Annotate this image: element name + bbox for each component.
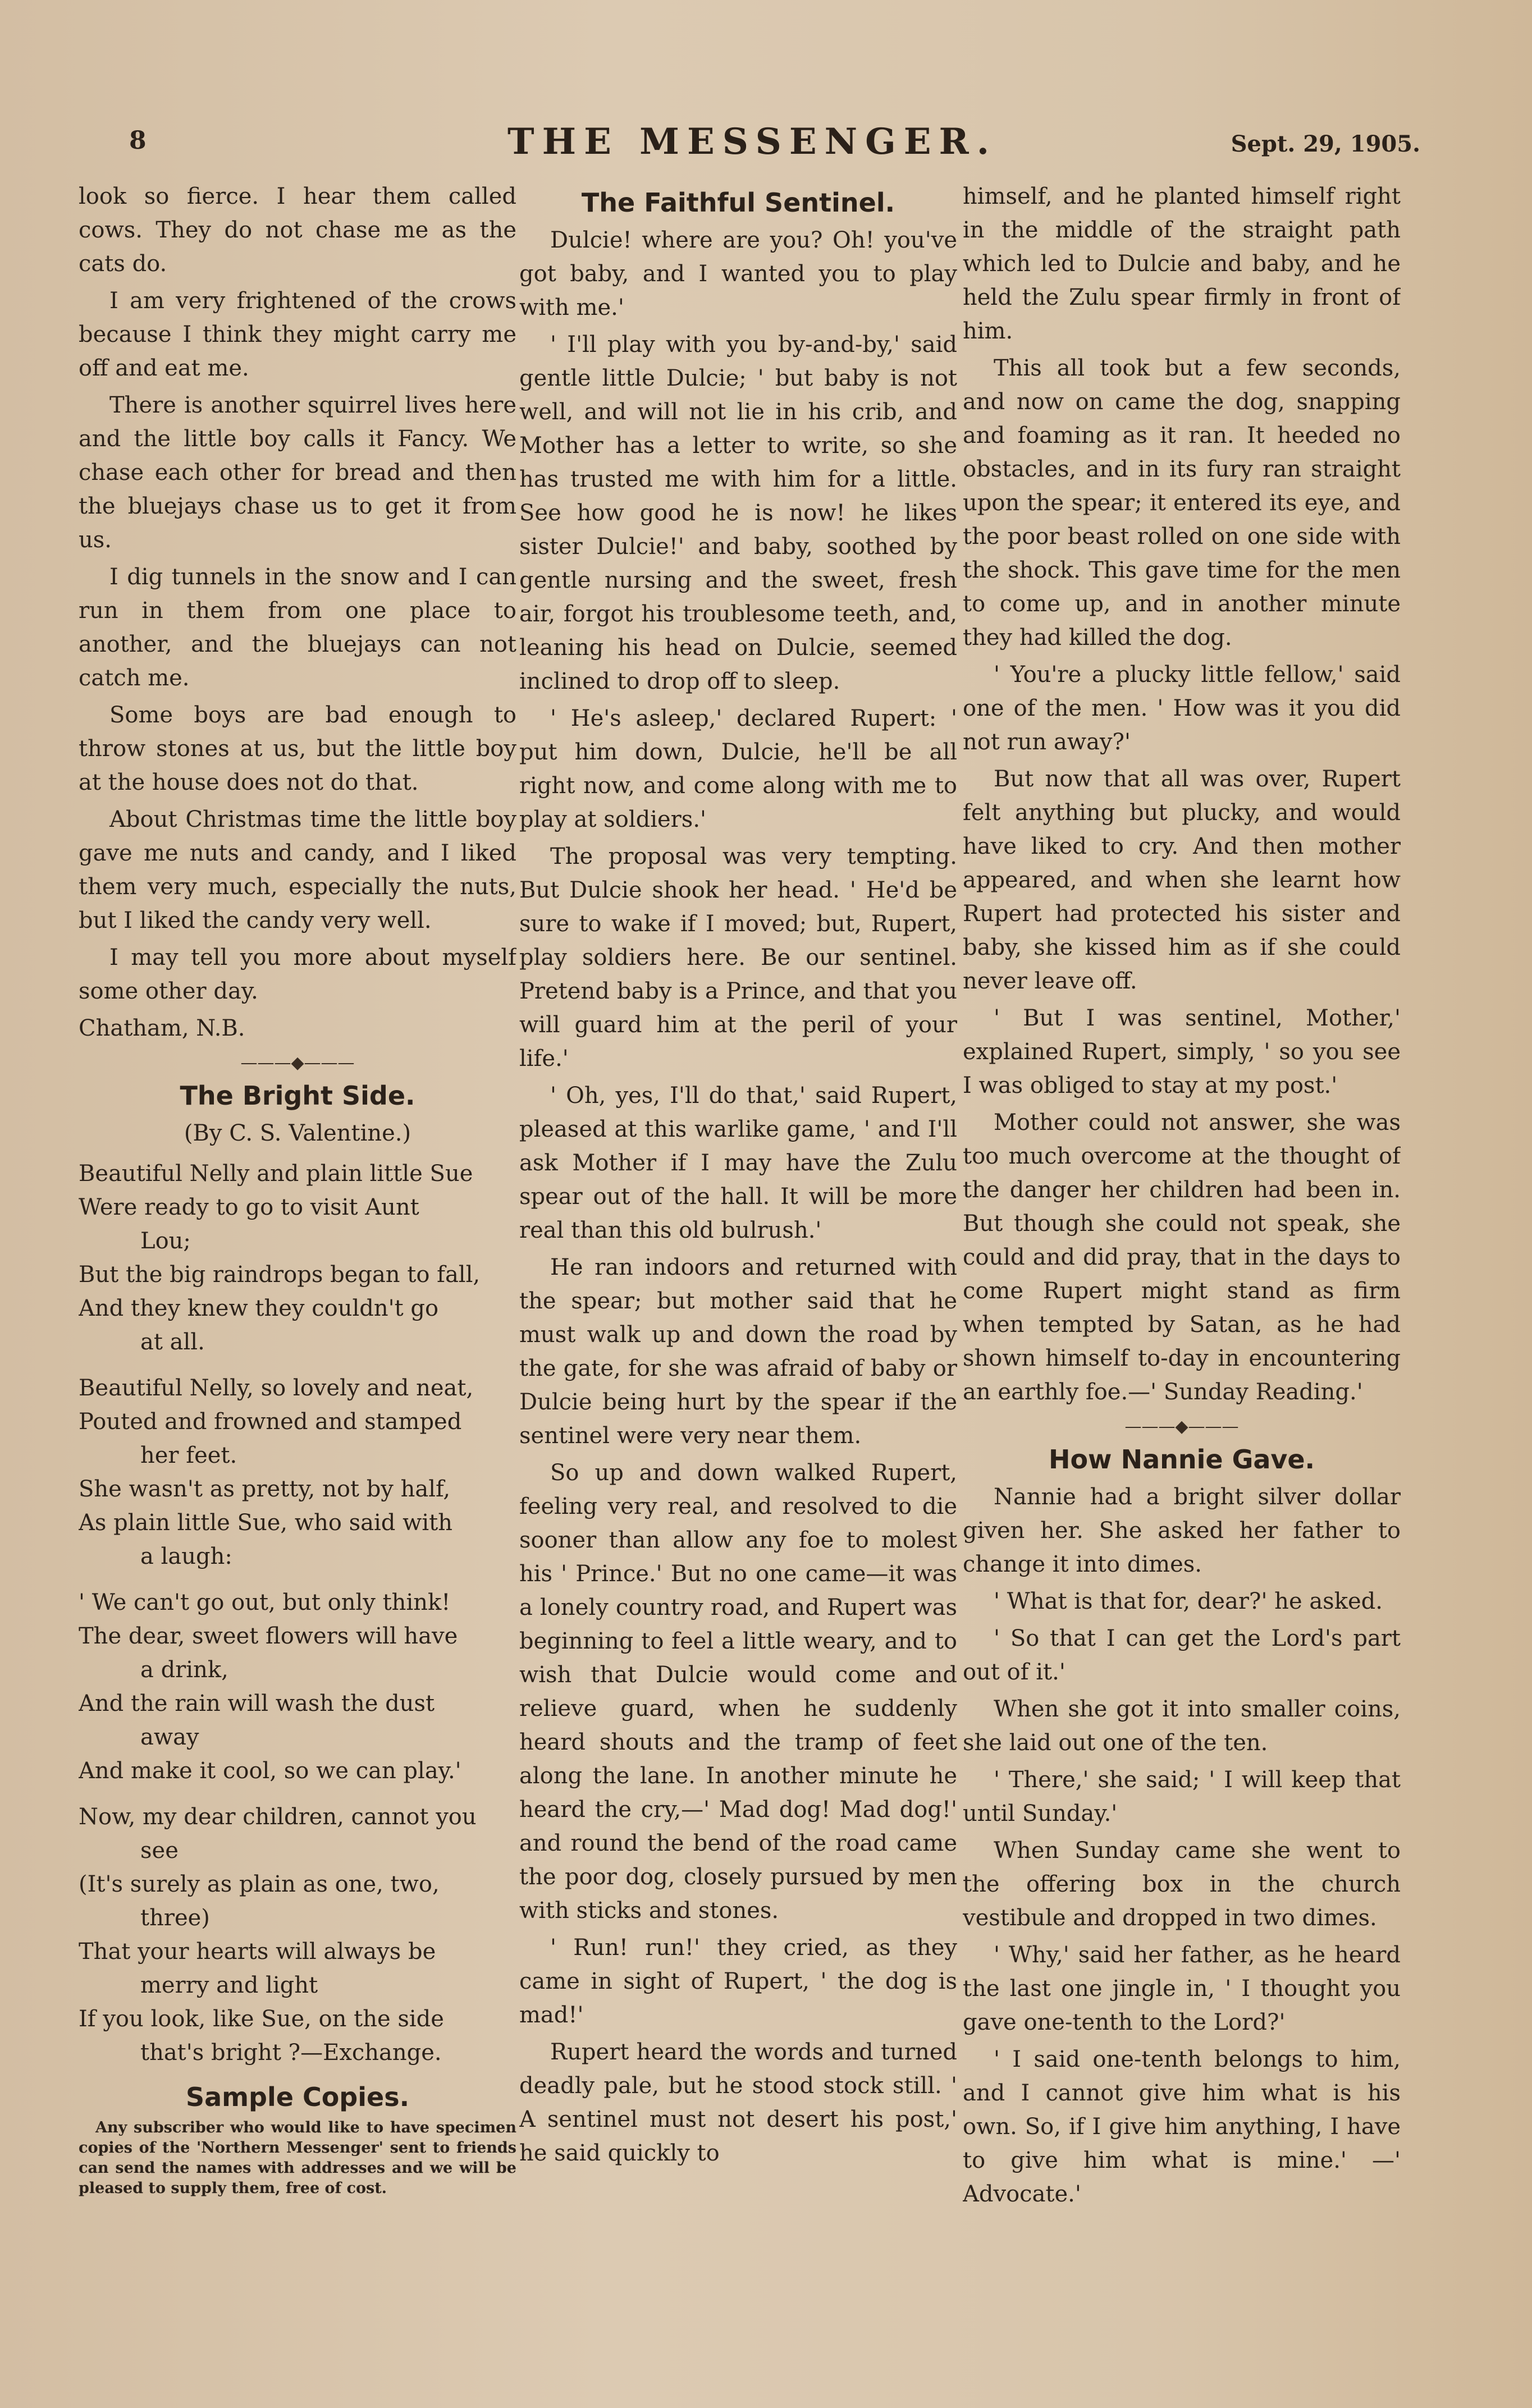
poem-line: a laugh: bbox=[140, 1544, 232, 1569]
page-number: 8 bbox=[129, 126, 147, 155]
paragraph: I may tell you more about myself some other day. bbox=[79, 945, 516, 1004]
poem-line: As plain little Sue, who said with bbox=[79, 1510, 452, 1536]
poem-line: away bbox=[140, 1724, 199, 1750]
paragraph: himself, and he planted himself right in the middle of the straight path which led to Dulcie and baby, and he held the Zulu spear firmly in front of him. bbox=[963, 184, 1401, 344]
poem-line: that's bright ?—Exchange. bbox=[140, 2040, 442, 2066]
paragraph: Mother could not answer, she was too much overcome at the thought of the danger her children had been in. But though she could not speak, she could and did pray, that in the days to come Rupert might stand as firm when tempted by Satan, as he had shown himself to-day in encountering an earthly foe.—' Sunday Reading.' bbox=[963, 1110, 1401, 1405]
poem-line: Pouted and frowned and stamped bbox=[79, 1409, 462, 1435]
notice-text: Any subscriber who would like to have specimen copies of the 'Northern Messenger' sent to friends can send the names with addresses and we will be pleased to supply them, free of cost. bbox=[79, 2119, 516, 2197]
poem-line: Now, my dear children, cannot you bbox=[79, 1804, 477, 1830]
poem-line: That your hearts will always be bbox=[79, 1939, 436, 1965]
paragraph: The proposal was very tempting. But Dulcie shook her head. ' He'd be sure to wake if I moved; but, Rupert, play soldiers here. Be our sentinel. Pretend baby is a Prince, and that you will guard him at the peril of your life.' bbox=[519, 844, 957, 1072]
paragraph: Nannie had a bright silver dollar given her. She asked her father to change it into dimes. bbox=[963, 1484, 1401, 1577]
paragraph: I am very frightened of the crows because I think they might carry me off and eat me. bbox=[79, 288, 516, 381]
column-2 bbox=[519, 180, 957, 2290]
article-title: The Bright Side. bbox=[180, 1081, 415, 1111]
column-1 bbox=[79, 180, 516, 2290]
paragraph: Some boys are bad enough to throw stones at us, but the little boy at the house does not do that. bbox=[79, 702, 516, 795]
poem-line: merry and light bbox=[140, 1972, 318, 1998]
poem-line: ' We can't go out, but only think! bbox=[79, 1590, 451, 1615]
paragraph: About Christmas time the little boy gave me nuts and candy, and I liked them very much, especially the nuts, but I liked the candy very well. bbox=[79, 807, 516, 933]
paragraph: ' You're a plucky little fellow,' said one of the men. ' How was it you did not run away?' bbox=[963, 662, 1401, 755]
poem-line: The dear, sweet flowers will have bbox=[79, 1623, 458, 1649]
signature-place: Chatham, N.B. bbox=[79, 1015, 245, 1041]
paragraph: ' I said one-tenth belongs to him, and I cannot give him what is his own. So, if I give him anything, I have to give him what is mine.' —' Advocate.' bbox=[963, 2047, 1401, 2207]
poem-line: Were ready to go to visit Aunt bbox=[79, 1194, 419, 1220]
column-3 bbox=[963, 180, 1401, 2290]
poem-line: her feet. bbox=[140, 1443, 237, 1468]
paragraph: I dig tunnels in the snow and I can run in them from one place to another, and the bluejays can not catch me. bbox=[79, 564, 516, 691]
poem-line: (It's surely as plain as one, two, bbox=[79, 1871, 440, 1897]
poem-line: see bbox=[140, 1838, 179, 1864]
section-divider: ———◆——— bbox=[240, 1053, 355, 1073]
poem-stanza bbox=[79, 1157, 516, 1359]
poem-line: Beautiful Nelly and plain little Sue bbox=[79, 1161, 473, 1187]
poem-line: She wasn't as pretty, not by half, bbox=[79, 1476, 451, 1502]
article-title: How Nannie Gave. bbox=[1048, 1444, 1315, 1475]
paragraph: Dulcie! where are you? Oh! you've got baby, and I wanted you to play with me.' bbox=[519, 227, 957, 321]
section-divider: ———◆——— bbox=[1124, 1417, 1239, 1436]
paragraph: ' Why,' said her father, as he heard the last one jingle in, ' I thought you gave one-tenth to the Lord?' bbox=[963, 1942, 1401, 2035]
paragraph: So up and down walked Rupert, feeling very real, and resolved to die sooner than allow any foe to molest his ' Prince.' But no one came—it was a lonely country road, and Rupert was beginning to feel a little weary, and to wish that Dulcie would come and relieve guard, when he suddenly heard shouts and the tramp of feet along the lane. In another minute he heard the cry,—' Mad dog! Mad dog!' and round the bend of the road came the poor dog, closely pursued by men with sticks and stones. bbox=[519, 1460, 957, 1924]
paragraph: ' There,' she said; ' I will keep that until Sunday.' bbox=[963, 1767, 1401, 1826]
poem bbox=[79, 1157, 516, 2070]
article-byline: (By C. S. Valentine.) bbox=[184, 1120, 411, 1146]
poem-line: three) bbox=[140, 1905, 210, 1931]
poem-line: And the rain will wash the dust bbox=[79, 1691, 435, 1716]
poem-stanza bbox=[79, 1800, 516, 2070]
poem-line: a drink, bbox=[140, 1657, 228, 1683]
notice-title: Sample Copies. bbox=[185, 2082, 410, 2112]
page-header bbox=[84, 115, 1420, 177]
poem-stanza bbox=[79, 1371, 516, 1573]
paragraph: ' What is that for, dear?' he asked. bbox=[994, 1588, 1383, 1614]
poem-line: But the big raindrops began to fall, bbox=[79, 1262, 481, 1288]
paragraph: ' Oh, yes, I'll do that,' said Rupert, pleased at this warlike game, ' and I'll ask Mother if I may have the Zulu spear out of the hall. It will be more real than this old bulrush.' bbox=[519, 1083, 957, 1243]
paragraph: ' Run! run!' they cried, as they came in sight of Rupert, ' the dog is mad!' bbox=[519, 1935, 957, 2028]
paragraph: He ran indoors and returned with the spear; but mother said that he must walk up and down the road by the gate, for she was afraid of baby or Dulcie being hurt by the spear if the sentinel were very near them. bbox=[519, 1255, 957, 1449]
issue-date: Sept. 29, 1905. bbox=[1231, 131, 1420, 157]
paragraph: ' He's asleep,' declared Rupert: ' put him down, Dulcie, he'll be all right now, and come along with me to play at soldiers.' bbox=[519, 706, 957, 832]
paragraph: There is another squirrel lives here and the little boy calls it Fancy. We chase each other for bread and then the bluejays chase us to get it from us. bbox=[79, 392, 516, 553]
paragraph: ' I'll play with you by-and-by,' said gentle little Dulcie; ' but baby is not well, and will not lie in his crib, and Mother has a letter to write, so she has trusted me with him for a little. See how good he is now! he likes sister Dulcie!' and baby, soothed by gentle nursing and the sweet, fresh air, forgot his troublesome teeth, and, leaning his head on Dulcie, seemed inclined to drop off to sleep. bbox=[519, 332, 957, 694]
paragraph: This all took but a few seconds, and now on came the dog, snapping and foaming as it ran. It heeded no obstacles, and in its fury ran straight upon the spear; it entered its eye, and the poor beast rolled on one side with the shock. This gave time for the men to come up, and in another minute they had killed the dog. bbox=[963, 355, 1401, 651]
poem-line: And make it cool, so we can play.' bbox=[79, 1758, 461, 1784]
paragraph: ' So that I can get the Lord's part out of it.' bbox=[963, 1626, 1401, 1685]
paragraph: ' But I was sentinel, Mother,' explained Rupert, simply, ' so you see I was obliged to stay at my post.' bbox=[963, 1005, 1401, 1098]
paragraph: When she got it into smaller coins, she laid out one of the ten. bbox=[963, 1696, 1401, 1756]
masthead-title: THE MESSENGER. bbox=[507, 121, 997, 163]
poem-line: Lou; bbox=[140, 1228, 191, 1254]
article-title: The Faithful Sentinel. bbox=[581, 187, 895, 218]
poem-line: Beautiful Nelly, so lovely and neat, bbox=[79, 1375, 474, 1401]
poem-stanza bbox=[79, 1586, 516, 1788]
paragraph: When Sunday came she went to the offering box in the church vestibule and dropped in two dimes. bbox=[963, 1838, 1401, 1931]
poem-line: at all. bbox=[140, 1329, 205, 1355]
paragraph: But now that all was over, Rupert felt anything but plucky, and would have liked to cry. And then mother appeared, and when she learnt how Rupert had protected his sister and baby, she kissed him as if she could never leave off. bbox=[963, 766, 1401, 994]
paragraph: Rupert heard the words and turned deadly pale, but he stood stock still. ' A sentinel must not desert his post,' he said quickly to bbox=[519, 2039, 957, 2166]
poem-line: And they knew they couldn't go bbox=[79, 1295, 439, 1321]
poem-line: If you look, like Sue, on the side bbox=[79, 2006, 444, 2032]
paragraph: look so fierce. I hear them called cows. They do not chase me as the cats do. bbox=[79, 184, 516, 277]
